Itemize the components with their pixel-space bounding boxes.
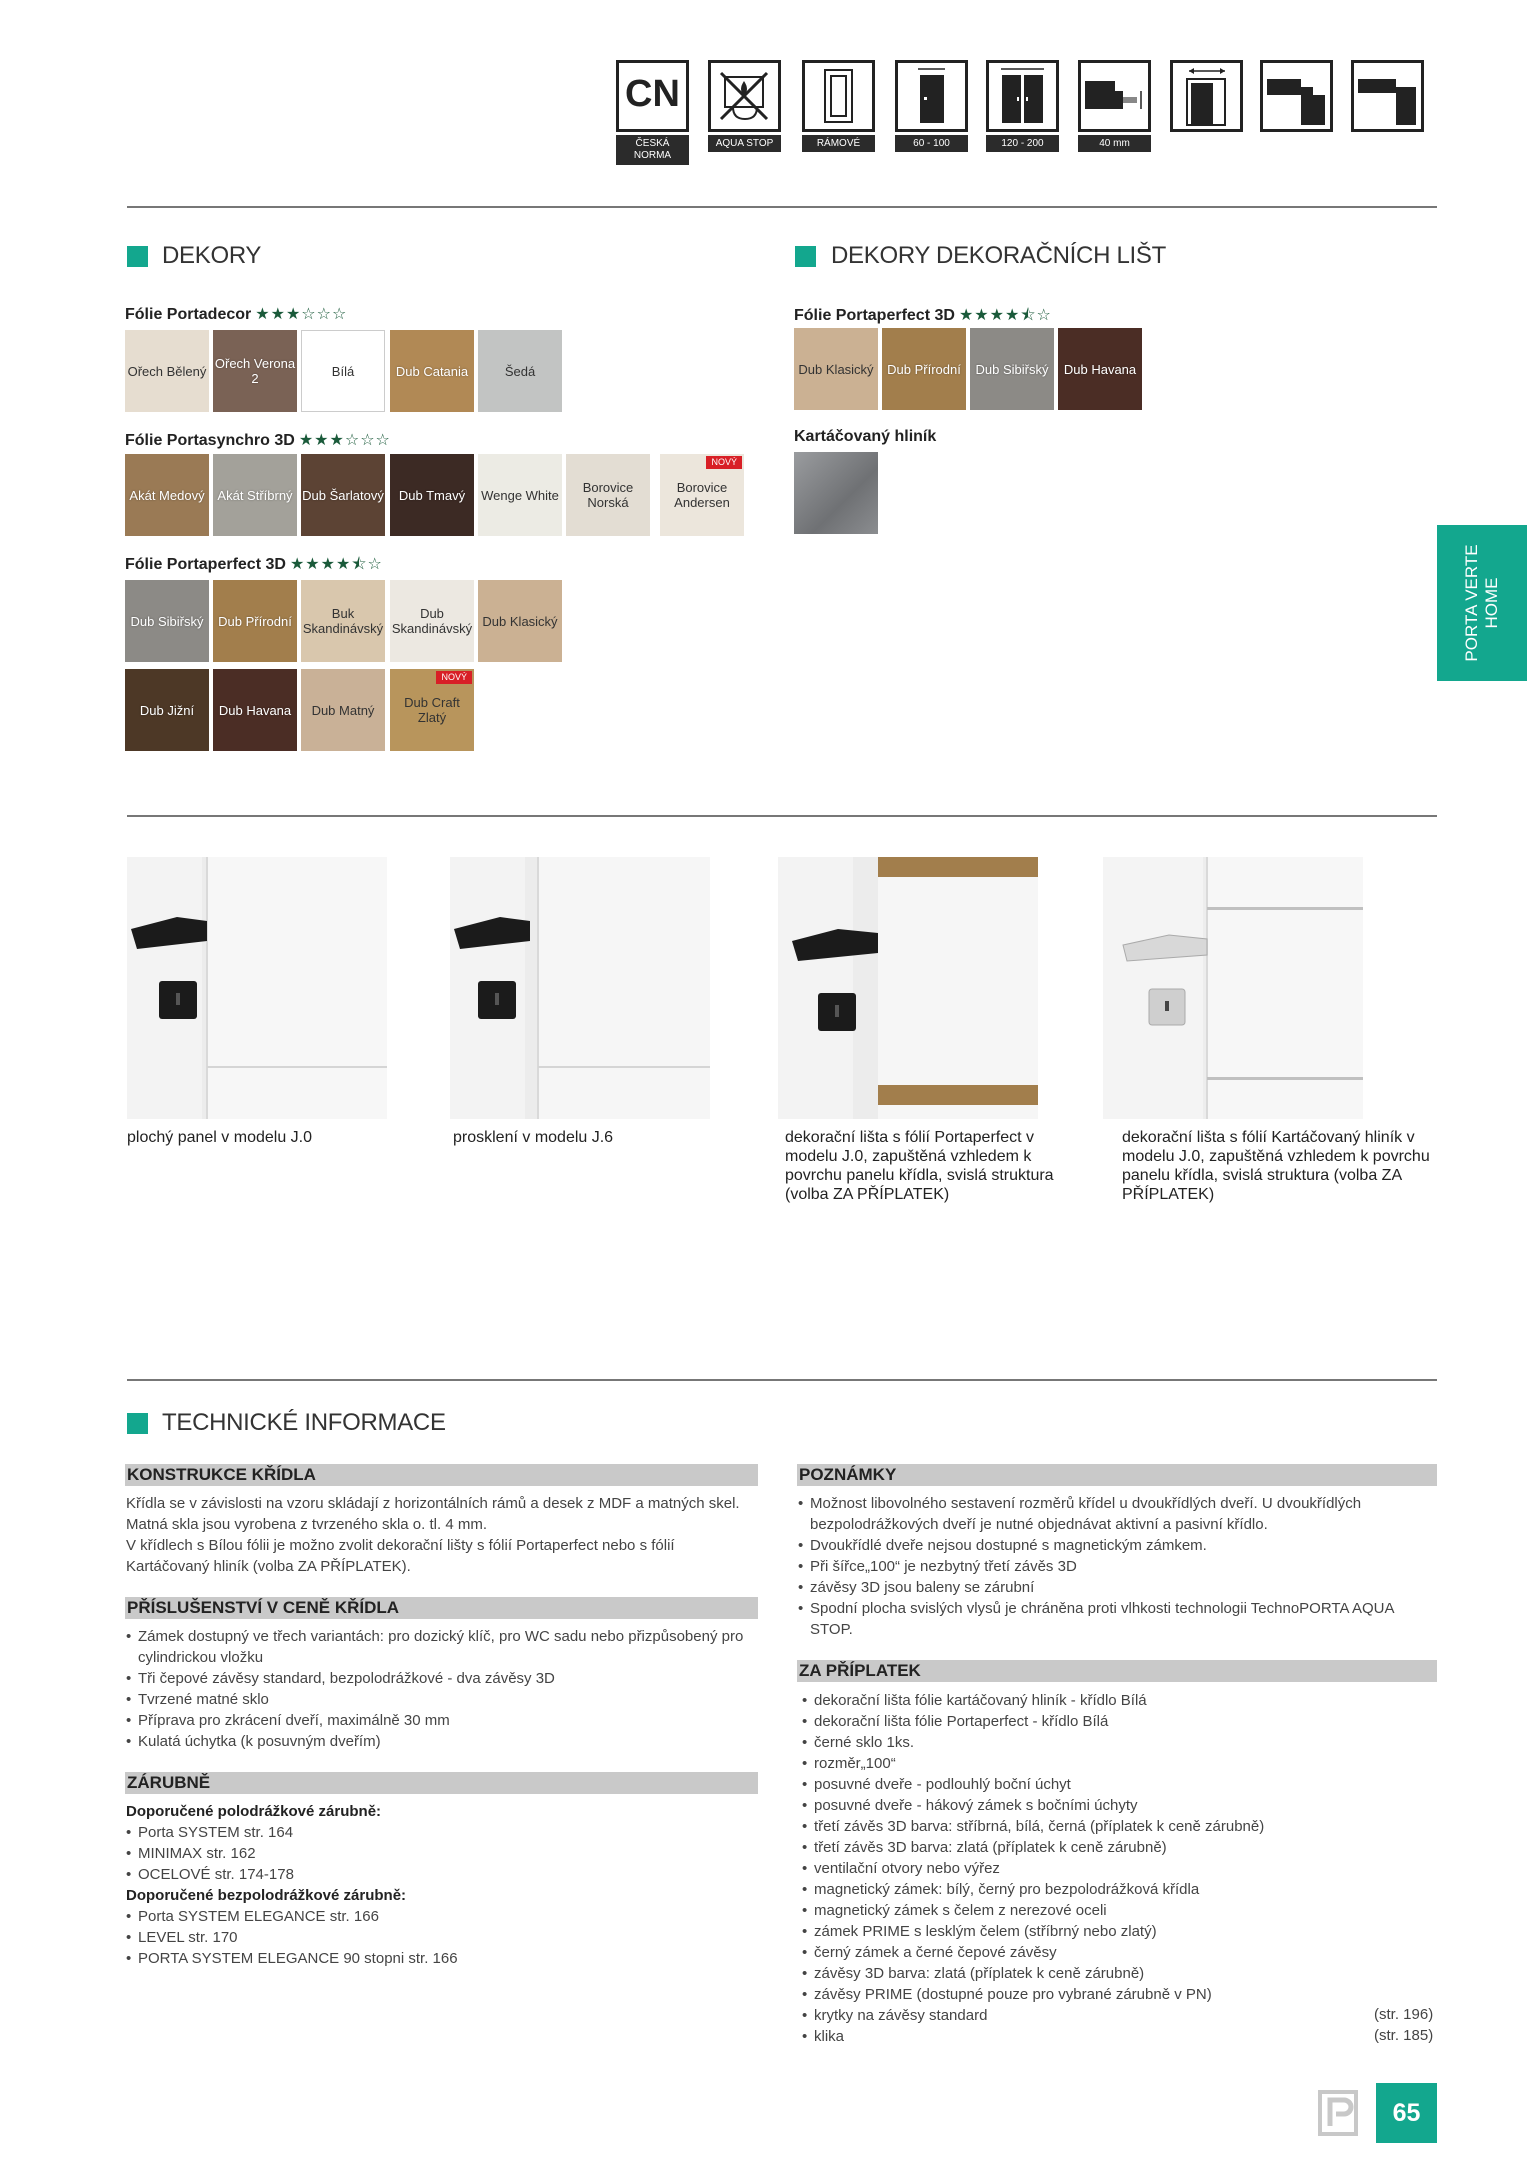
list-item: • Při šířce„100“ je nezbytný třetí závěs 3D bbox=[798, 1556, 1428, 1577]
swatch-label: Dub Catania bbox=[395, 363, 469, 379]
group-name: Fólie Portadecor bbox=[125, 306, 252, 323]
single-door-icon bbox=[895, 60, 968, 132]
list-item: • posuvné dveře - hákový zámek s bočními úchyty bbox=[802, 1795, 1362, 1816]
side-tab-line1: PORTA VERTE bbox=[1462, 544, 1481, 662]
list-item: • závěsy PRIME (dostupné pouze pro vybrané zárubně v PN) bbox=[802, 1984, 1362, 2005]
list-item: • černé sklo 1ks. bbox=[802, 1732, 1362, 1753]
text-line: V křídlech s Bílou fólii je možno zvolit dekorační lišty s fólií Portaperfect nebo s fólií bbox=[126, 1537, 675, 1554]
swatch-label: Dub Matný bbox=[311, 702, 375, 718]
list-item: • Kulatá úchytka (k posuvným dveřím) bbox=[126, 1731, 746, 1752]
prislusenstvi-list bbox=[126, 1626, 746, 1752]
swatch-label: Dub Skandinávský bbox=[391, 606, 473, 636]
photo-caption: plochý panel v modelu J.0 bbox=[127, 1129, 312, 1146]
rebated-door-icon bbox=[1260, 60, 1333, 132]
swatch bbox=[125, 669, 209, 751]
list-item: • Příprava pro zkrácení dveří, maximálně 30 mm bbox=[126, 1710, 746, 1731]
swatch-label: Ořech Verona 2 bbox=[214, 356, 296, 386]
list-item: • Porta SYSTEM ELEGANCE str. 166 bbox=[126, 1906, 746, 1927]
swatch bbox=[390, 669, 474, 751]
rating-stars: ★★★★⯪☆ bbox=[958, 307, 1052, 324]
list-item: • OCELOVÉ str. 174-178 bbox=[126, 1864, 746, 1885]
swatch-label: Wenge White bbox=[481, 487, 559, 503]
swatch-label: Dub Přírodní bbox=[218, 613, 292, 629]
list-item: • Spodní plocha svislých vlysů je chráněna proti vlhkosti technologii TechnoPORTA AQUA STOP. bbox=[798, 1598, 1428, 1640]
list-item: • Porta SYSTEM str. 164 bbox=[126, 1822, 746, 1843]
swatch-label: Dub Craft Zlatý bbox=[404, 695, 460, 725]
list-item: • zámek PRIME s lesklým čelem (stříbrný nebo zlatý) bbox=[802, 1921, 1362, 1942]
double-door-icon bbox=[986, 60, 1059, 132]
section-title-dekory-list: DEKORY DEKORAČNÍCH LIŠT bbox=[831, 242, 1166, 269]
list-item: • rozměr„100“ bbox=[802, 1753, 1362, 1774]
rating-stars: ★★★★⯪☆ bbox=[289, 556, 383, 573]
swatch-label: Borovice Norská bbox=[582, 480, 634, 510]
icon-label-ceska-norma bbox=[616, 135, 689, 165]
group-title bbox=[125, 430, 391, 450]
list-item: • klika bbox=[802, 2026, 1362, 2047]
swatch-label: Dub Sibiřský bbox=[130, 613, 204, 629]
swatch-label: Dub Přírodní bbox=[887, 361, 961, 377]
swatch bbox=[125, 580, 209, 662]
swatch bbox=[213, 454, 297, 536]
zarubne-list bbox=[126, 1801, 746, 1969]
swatch-label: Ořech Bělený bbox=[127, 363, 207, 379]
swatch-label: Dub Šarlatový bbox=[302, 487, 384, 503]
list-item: • magnetický zámek s čelem z nerezové oceli bbox=[802, 1900, 1362, 1921]
head-prislusenstvi: PŘÍSLUŠENSTVÍ V CENĚ KŘÍDLA bbox=[125, 1597, 758, 1619]
icon-label-width-single: 60 - 100 bbox=[895, 135, 968, 152]
page-reference: (str. 185) bbox=[1374, 2027, 1434, 2044]
divider-tech bbox=[127, 1379, 1437, 1381]
swatch bbox=[301, 580, 385, 662]
text-line: Křídla se v závislosti na vzoru skládají z horizontálních rámů a desek z MDF a matných skel. bbox=[126, 1495, 740, 1512]
swatch-label: Dub Jižní bbox=[139, 702, 195, 718]
swatch bbox=[390, 330, 474, 412]
side-tab-line2: HOME bbox=[1482, 577, 1501, 629]
head-zarubne: ZÁRUBNĚ bbox=[125, 1772, 758, 1794]
list-item: • ventilační otvory nebo výřez bbox=[802, 1858, 1362, 1879]
swatch bbox=[882, 328, 966, 410]
swatch-label: Šedá bbox=[504, 363, 536, 379]
zarubne-subhead: Doporučené polodrážkové zárubně: bbox=[126, 1803, 382, 1820]
swatch bbox=[213, 669, 297, 751]
icon-label-line1: ČESKÁ bbox=[635, 138, 670, 149]
swatch-label: Buk Skandinávský bbox=[302, 606, 384, 636]
list-item: • magnetický zámek: bílý, černý pro bezpolodrážková křídla bbox=[802, 1879, 1362, 1900]
swatch bbox=[478, 330, 562, 412]
swatch bbox=[1058, 328, 1142, 410]
swatch bbox=[301, 669, 385, 751]
list-item: • Dvoukřídlé dveře nejsou dostupné s magnetickým zámkem. bbox=[798, 1535, 1428, 1556]
list-item: • třetí závěs 3D barva: stříbrná, bílá, černá (příplatek k ceně zárubně) bbox=[802, 1816, 1362, 1837]
list-item: • LEVEL str. 170 bbox=[126, 1927, 746, 1948]
frame-door-icon bbox=[802, 60, 875, 132]
photo-glazing bbox=[450, 857, 710, 1119]
swatch-label: Bílá bbox=[331, 363, 355, 379]
aqua-stop-icon bbox=[708, 60, 781, 132]
swatch-label: Dub Klasický bbox=[482, 613, 558, 629]
list-item: • dekorační lišta fólie Portaperfect - křídlo Bílá bbox=[802, 1711, 1362, 1732]
swatch bbox=[125, 330, 209, 412]
flush-door-icon bbox=[1351, 60, 1424, 132]
list-item: • Možnost libovolného sestavení rozměrů křídel u dvoukřídlých dveří. U dvoukřídlých bezpolodrážkových dveří je nutné objednávat aktivní a pasivní křídlo. bbox=[798, 1493, 1428, 1535]
swatch bbox=[390, 580, 474, 662]
head-poznamky: POZNÁMKY bbox=[797, 1464, 1437, 1486]
icon-label-line2: NORMA bbox=[633, 150, 672, 161]
list-item: • MINIMAX str. 162 bbox=[126, 1843, 746, 1864]
icon-label-aqua: AQUA STOP bbox=[708, 135, 781, 152]
priplatek-list bbox=[802, 1690, 1362, 2047]
swatch bbox=[213, 330, 297, 412]
divider-top bbox=[127, 206, 1437, 208]
head-priplatek: ZA PŘÍPLATEK bbox=[797, 1660, 1437, 1682]
group-name: Fólie Portaperfect 3D bbox=[125, 556, 286, 573]
swatch bbox=[970, 328, 1054, 410]
porta-logo-icon bbox=[1318, 2090, 1358, 2136]
swatch-label: Dub Sibiřský bbox=[975, 361, 1049, 377]
photo-caption: dekorační lišta s fólií Portaperfect v modelu J.0, zapuštěná vzhledem k povrchu panelu křídla, svislá struktura (volba ZA PŘÍPLATEK) bbox=[785, 1129, 1054, 1203]
rating-stars: ★★★☆☆☆ bbox=[298, 432, 391, 449]
thickness-icon bbox=[1078, 60, 1151, 132]
swatch-label: Dub Havana bbox=[1063, 361, 1137, 377]
group-title bbox=[125, 304, 347, 324]
sliding-door-icon bbox=[1170, 60, 1243, 132]
photo-decor-strip-portaperfect bbox=[778, 857, 1038, 1119]
konstrukce-text bbox=[126, 1493, 766, 1577]
swatch bbox=[478, 454, 562, 536]
swatch-label: Dub Tmavý bbox=[398, 487, 466, 503]
group-name: Fólie Portaperfect 3D bbox=[794, 307, 955, 324]
icon-label-ramove: RÁMOVÉ bbox=[802, 135, 875, 152]
group-title bbox=[794, 428, 936, 446]
swatch-brushed-aluminium bbox=[794, 452, 878, 534]
list-item: • černý zámek a černé čepové závěsy bbox=[802, 1942, 1362, 1963]
section-marker bbox=[127, 1413, 148, 1434]
swatch-label: Akát Stříbrný bbox=[217, 487, 293, 503]
list-item: • PORTA SYSTEM ELEGANCE 90 stopni str. 166 bbox=[126, 1948, 746, 1969]
swatch-label: Borovice Andersen bbox=[674, 480, 730, 510]
photo-flat-panel bbox=[127, 857, 387, 1119]
cn-text: CN bbox=[625, 73, 680, 115]
photo-decor-strip-aluminium bbox=[1103, 857, 1363, 1119]
group-name: Fólie Portasynchro 3D bbox=[125, 432, 295, 449]
list-item: • třetí závěs 3D barva: zlatá (příplatek k ceně zárubně) bbox=[802, 1837, 1362, 1858]
text-line: Matná skla jsou vyrobena z tvrzeného skla o. tl. 4 mm. bbox=[126, 1516, 487, 1533]
group-name: Kartáčovaný hliník bbox=[794, 428, 937, 445]
swatch bbox=[125, 454, 209, 536]
list-item: • závěsy 3D jsou baleny se zárubní bbox=[798, 1577, 1428, 1598]
icon-ceska-norma bbox=[616, 60, 689, 132]
group-title bbox=[125, 553, 383, 580]
list-item: • krytky na závěsy standard bbox=[802, 2005, 1362, 2026]
section-marker bbox=[795, 246, 816, 267]
swatch bbox=[301, 454, 385, 536]
swatch bbox=[390, 454, 474, 536]
swatch-label: Akát Medový bbox=[129, 487, 205, 503]
poznamky-list bbox=[798, 1493, 1428, 1640]
page-number: 65 bbox=[1376, 2083, 1437, 2143]
photo-caption: prosklení v modelu J.6 bbox=[453, 1129, 614, 1146]
swatch bbox=[478, 580, 562, 662]
swatch bbox=[794, 328, 878, 410]
section-marker bbox=[127, 246, 148, 267]
swatch-label: Dub Klasický bbox=[798, 361, 874, 377]
photo-caption: dekorační lišta s fólií Kartáčovaný hliník v modelu J.0, zapuštěná vzhledem k povrchu panelu křídla, svislá struktura (volba ZA PŘÍPLATEK) bbox=[1122, 1129, 1430, 1203]
badge-new: NOVÝ bbox=[436, 671, 472, 684]
swatch bbox=[660, 454, 744, 536]
badge-new: NOVÝ bbox=[706, 456, 742, 469]
side-tab bbox=[1437, 525, 1527, 681]
list-item: • Tři čepové závěsy standard, bezpolodrážkové - dva závěsy 3D bbox=[126, 1668, 746, 1689]
list-item: • Tvrzené matné sklo bbox=[126, 1689, 746, 1710]
swatch bbox=[301, 330, 385, 412]
section-title-dekory: DEKORY bbox=[162, 242, 262, 269]
icon-label-width-double: 120 - 200 bbox=[986, 135, 1059, 152]
list-item: • závěsy 3D barva: zlatá (příplatek k ceně zárubně) bbox=[802, 1963, 1362, 1984]
swatch bbox=[213, 580, 297, 662]
side-tab-text bbox=[1462, 544, 1502, 661]
group-title bbox=[794, 304, 1052, 331]
list-item: • dekorační lišta fólie kartáčovaný hliník - křídlo Bílá bbox=[802, 1690, 1362, 1711]
list-item: • Zámek dostupný ve třech variantách: pro dozický klíč, pro WC sadu nebo přizpůsobený pro cylindrickou vložku bbox=[126, 1626, 746, 1668]
rating-stars: ★★★☆☆☆ bbox=[255, 306, 348, 323]
text-line: Kartáčovaný hliník (volba ZA PŘÍPLATEK). bbox=[126, 1558, 411, 1575]
page-reference: (str. 196) bbox=[1374, 2006, 1434, 2023]
swatch bbox=[566, 454, 650, 536]
section-title-tech: TECHNICKÉ INFORMACE bbox=[162, 1409, 446, 1436]
icon-label-thickness: 40 mm bbox=[1078, 135, 1151, 152]
swatch-label: Dub Havana bbox=[218, 702, 292, 718]
head-konstrukce: KONSTRUKCE KŘÍDLA bbox=[125, 1464, 758, 1486]
list-item: • posuvné dveře - podlouhlý boční úchyt bbox=[802, 1774, 1362, 1795]
divider-middle bbox=[127, 815, 1437, 817]
zarubne-subhead: Doporučené bezpolodrážkové zárubně: bbox=[126, 1887, 407, 1904]
